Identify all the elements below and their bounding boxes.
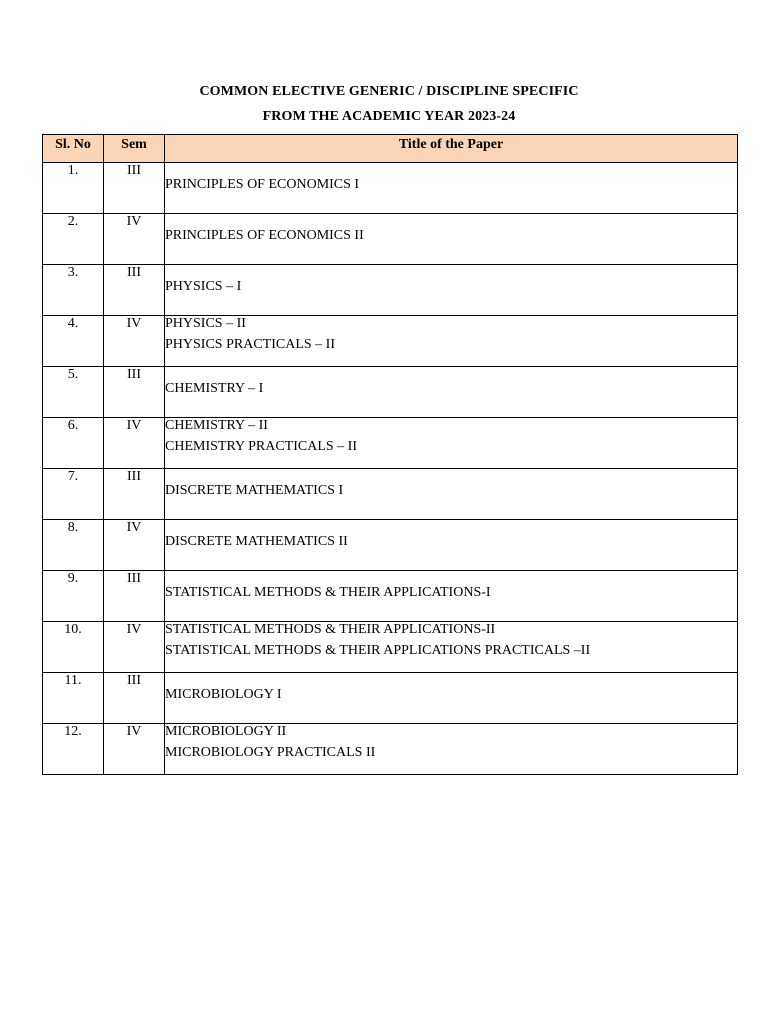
cell-sem: IV [104, 214, 165, 265]
cell-sem: IV [104, 622, 165, 673]
paper-title: MICROBIOLOGY I [165, 687, 282, 702]
cell-paper-title [165, 265, 738, 316]
cell-sl-no: 7. [43, 469, 104, 520]
column-header-sl-no: Sl. No [43, 135, 104, 163]
cell-sl-no: 4. [43, 316, 104, 367]
table-row [43, 265, 738, 316]
cell-sem: IV [104, 520, 165, 571]
cell-paper-title [165, 214, 738, 265]
cell-sem: III [104, 163, 165, 214]
cell-sl-no: 11. [43, 673, 104, 724]
header-row [43, 135, 738, 163]
paper-title: MICROBIOLOGY II [165, 724, 287, 739]
table-row [43, 724, 738, 775]
cell-paper-title [165, 469, 738, 520]
cell-sl-no: 3. [43, 265, 104, 316]
paper-title: DISCRETE MATHEMATICS I [165, 483, 344, 498]
table-row [43, 469, 738, 520]
papers-table [42, 134, 738, 775]
paper-title: MICROBIOLOGY PRACTICALS II [165, 745, 376, 760]
cell-sem: III [104, 571, 165, 622]
column-header-title: Title of the Paper [165, 135, 738, 163]
table-row [43, 520, 738, 571]
cell-sem: IV [104, 316, 165, 367]
paper-title: STATISTICAL METHODS & THEIR APPLICATIONS PRACTICALS –II [165, 643, 591, 658]
table-row [43, 367, 738, 418]
paper-title: PHYSICS – I [165, 279, 242, 294]
paper-title: CHEMISTRY – II [165, 418, 268, 433]
cell-sl-no: 1. [43, 163, 104, 214]
table-row [43, 316, 738, 367]
cell-sl-no: 12. [43, 724, 104, 775]
paper-title: CHEMISTRY PRACTICALS – II [165, 439, 358, 454]
table-row [43, 673, 738, 724]
cell-sem: III [104, 673, 165, 724]
cell-paper-title [165, 418, 738, 469]
cell-sl-no: 6. [43, 418, 104, 469]
cell-paper-title [165, 571, 738, 622]
paper-title: STATISTICAL METHODS & THEIR APPLICATIONS-II [165, 622, 496, 637]
paper-title: PRINCIPLES OF ECONOMICS II [165, 228, 364, 243]
table-row [43, 622, 738, 673]
cell-paper-title [165, 724, 738, 775]
column-header-sem: Sem [104, 135, 165, 163]
cell-sem: III [104, 265, 165, 316]
cell-sl-no: 2. [43, 214, 104, 265]
cell-sl-no: 5. [43, 367, 104, 418]
paper-title: PHYSICS PRACTICALS – II [165, 337, 335, 352]
cell-sl-no: 9. [43, 571, 104, 622]
paper-title: STATISTICAL METHODS & THEIR APPLICATIONS-I [165, 585, 491, 600]
cell-sem: III [104, 469, 165, 520]
cell-paper-title [165, 673, 738, 724]
cell-paper-title [165, 316, 738, 367]
cell-sem: IV [104, 418, 165, 469]
paper-title: PRINCIPLES OF ECONOMICS I [165, 177, 360, 192]
table-row [43, 163, 738, 214]
cell-sem: IV [104, 724, 165, 775]
paper-title: DISCRETE MATHEMATICS II [165, 534, 348, 549]
cell-paper-title [165, 520, 738, 571]
table-row [43, 214, 738, 265]
paper-title: CHEMISTRY – I [165, 381, 264, 396]
papers-table-header [43, 135, 738, 163]
cell-sem: III [104, 367, 165, 418]
cell-sl-no: 10. [43, 622, 104, 673]
cell-paper-title [165, 367, 738, 418]
papers-table-body [43, 163, 738, 775]
cell-paper-title [165, 163, 738, 214]
document-title-line-2: FROM THE ACADEMIC YEAR 2023-24 [262, 109, 516, 124]
table-row [43, 418, 738, 469]
table-row [43, 571, 738, 622]
cell-paper-title [165, 622, 738, 673]
document-title-line-1: COMMON ELECTIVE GENERIC / DISCIPLINE SPECIFIC [199, 84, 579, 99]
paper-title: PHYSICS – II [165, 316, 246, 331]
cell-sl-no: 8. [43, 520, 104, 571]
